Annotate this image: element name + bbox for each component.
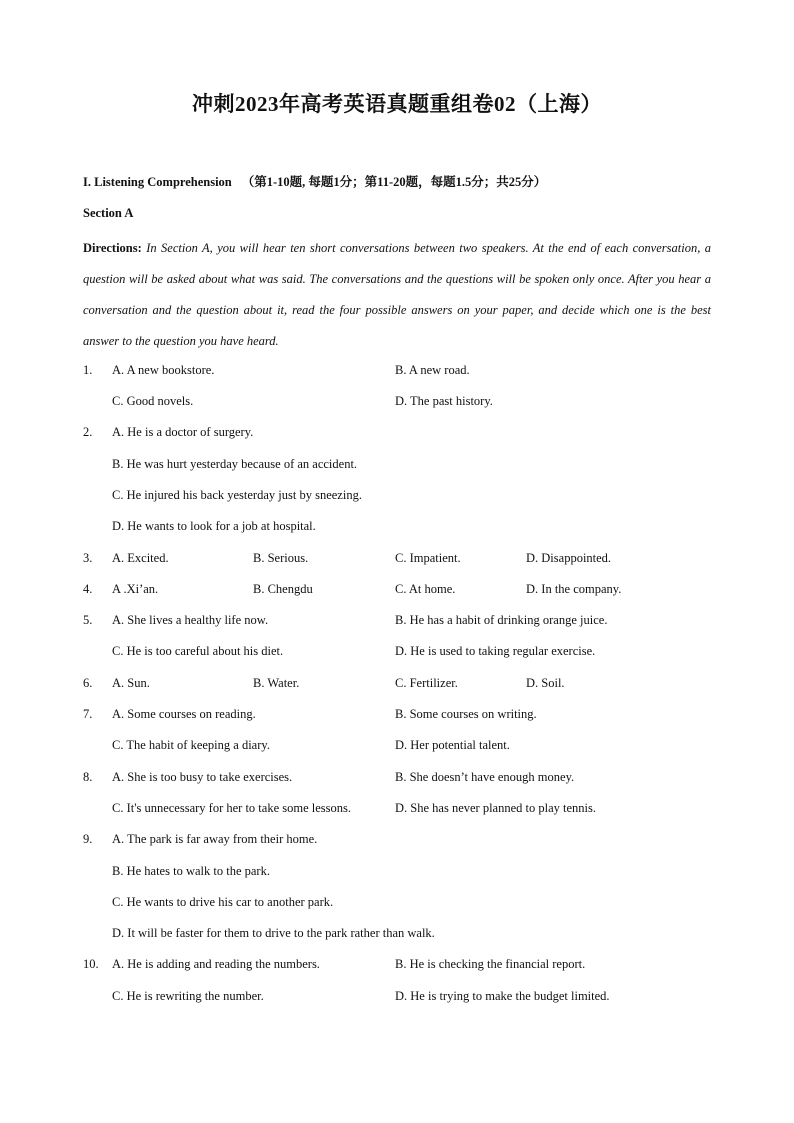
option-d: D. Her potential talent. xyxy=(395,738,510,753)
option-d: D. It will be faster for them to drive to the park rather than walk. xyxy=(112,926,435,941)
question-10-row-2 xyxy=(83,984,711,1015)
question-number: 6. xyxy=(83,675,93,690)
question-5-row-2 xyxy=(83,639,711,670)
question-number: 1. xyxy=(83,362,93,377)
option-b: B. He has a habit of drinking orange juice. xyxy=(395,613,608,628)
option-c: C. He injured his back yesterday just by sneezing. xyxy=(112,487,362,502)
question-8-row-1 xyxy=(83,765,711,796)
option-a: A .Xi’an. xyxy=(112,581,159,596)
question-number: 5. xyxy=(83,613,93,628)
option-c: C. Impatient. xyxy=(395,550,461,565)
option-d: D. He is used to taking regular exercise. xyxy=(395,644,596,659)
question-1-row-2 xyxy=(83,389,711,420)
option-b: B. A new road. xyxy=(395,362,470,377)
option-c: C. The habit of keeping a diary. xyxy=(112,738,270,753)
question-number: 10. xyxy=(83,957,99,972)
part-scoring-note: （第1-10题, 每题1分；第11-20题，每题1.5分；共25分） xyxy=(241,175,547,189)
option-d: D. She has never planned to play tennis. xyxy=(395,800,596,815)
option-b: B. She doesn’t have enough money. xyxy=(395,769,575,784)
part-heading: I. Listening Comprehension xyxy=(83,175,232,189)
question-2-row-4 xyxy=(83,514,711,545)
question-number: 7. xyxy=(83,707,93,722)
option-d: D. He wants to look for a job at hospital. xyxy=(112,519,316,534)
directions-paragraph xyxy=(83,233,711,358)
question-2-row-3 xyxy=(83,483,711,514)
question-2-row-1 xyxy=(83,420,711,451)
document-body xyxy=(83,170,711,1015)
option-b: B. He is checking the financial report. xyxy=(395,957,586,972)
section-heading: Section A xyxy=(83,206,134,221)
option-b: B. Water. xyxy=(253,675,300,690)
question-2-row-2 xyxy=(83,452,711,483)
question-9-row-1 xyxy=(83,827,711,858)
option-d: D. Disappointed. xyxy=(526,550,612,565)
option-c: C. Good novels. xyxy=(112,394,194,409)
option-a: A. Sun. xyxy=(112,675,150,690)
question-7-row-2 xyxy=(83,733,711,764)
question-7-row-1 xyxy=(83,702,711,733)
option-c: C. He wants to drive his car to another park. xyxy=(112,894,334,909)
option-c: C. He is rewriting the number. xyxy=(112,988,264,1003)
option-a: A. She is too busy to take exercises. xyxy=(112,769,293,784)
question-5-row-1 xyxy=(83,608,711,639)
option-c: C. Fertilizer. xyxy=(395,675,458,690)
option-a: A. A new bookstore. xyxy=(112,362,215,377)
question-9-row-3 xyxy=(83,890,711,921)
question-number: 9. xyxy=(83,832,93,847)
question-number: 8. xyxy=(83,769,93,784)
option-c: C. He is too careful about his diet. xyxy=(112,644,284,659)
option-b: B. He was hurt yesterday because of an accident. xyxy=(112,456,358,471)
option-d: D. In the company. xyxy=(526,581,622,596)
directions-text: In Section A, you will hear ten short conversations between two speakers. At the end of each conversation, a question will be asked about what was said. The conversations and the questions will be spoken only once. After you hear a conversation and the question about it, read the four possible answers on your paper, and decide which one is the best answer to the question you have heard. xyxy=(83,240,711,349)
option-b: B. Serious. xyxy=(253,550,309,565)
option-b: B. Some courses on writing. xyxy=(395,707,537,722)
question-3-row xyxy=(83,546,711,577)
question-4-row xyxy=(83,577,711,608)
directions-lead: Directions: xyxy=(83,240,142,255)
option-a: A. Excited. xyxy=(112,550,169,565)
question-number: 2. xyxy=(83,425,93,440)
question-1-row-1 xyxy=(83,358,711,389)
document-title: 冲刺2023年高考英语真题重组卷02（上海） xyxy=(192,92,602,116)
option-a: A. The park is far away from their home. xyxy=(112,832,318,847)
part-header xyxy=(83,170,711,201)
question-6-row xyxy=(83,671,711,702)
question-10-row-1 xyxy=(83,952,711,983)
option-b: B. Chengdu xyxy=(253,581,313,596)
option-d: D. He is trying to make the budget limited. xyxy=(395,988,610,1003)
option-c: C. It's unnecessary for her to take some lessons. xyxy=(112,800,352,815)
option-c: C. At home. xyxy=(395,581,456,596)
option-b: B. He hates to walk to the park. xyxy=(112,863,270,878)
question-number: 3. xyxy=(83,550,93,565)
option-a: A. He is adding and reading the numbers. xyxy=(112,957,320,972)
option-a: A. She lives a healthy life now. xyxy=(112,613,269,628)
question-9-row-2 xyxy=(83,859,711,890)
question-9-row-4 xyxy=(83,921,711,952)
question-8-row-2 xyxy=(83,796,711,827)
option-d: D. The past history. xyxy=(395,394,493,409)
question-number: 4. xyxy=(83,581,93,596)
option-d: D. Soil. xyxy=(526,675,565,690)
option-a: A. He is a doctor of surgery. xyxy=(112,425,254,440)
option-a: A. Some courses on reading. xyxy=(112,707,256,722)
